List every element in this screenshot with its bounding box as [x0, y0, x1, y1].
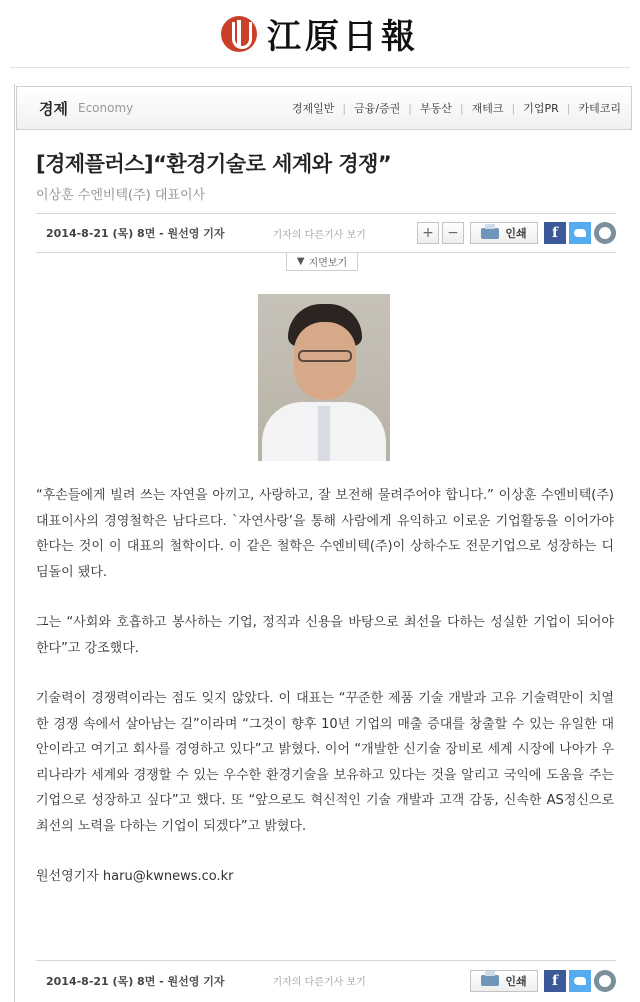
- byline-bar-bottom: [36, 960, 616, 1000]
- twitter-icon: [574, 977, 586, 985]
- article-subhead: 이상훈 수엔비텍(주) 대표이사: [36, 188, 206, 203]
- zoom-out-button[interactable]: −: [442, 222, 464, 244]
- me2day-share-button[interactable]: [594, 222, 616, 244]
- nav-separator: |: [408, 101, 413, 115]
- printer-icon: [481, 228, 499, 239]
- print-label: 인쇄: [505, 227, 527, 240]
- byline-bar-top: [36, 213, 616, 253]
- logo-icon[interactable]: [221, 16, 257, 52]
- print-button[interactable]: [470, 222, 538, 244]
- nav-separator: |: [342, 101, 347, 115]
- print-button[interactable]: [470, 970, 538, 992]
- facebook-icon: f: [551, 972, 559, 989]
- section-nav: [292, 100, 621, 116]
- print-label: 인쇄: [505, 974, 527, 988]
- other-articles-link[interactable]: 기자의 다른기사 보기: [272, 229, 366, 241]
- twitter-share-button[interactable]: [569, 970, 591, 992]
- article-paragraph: 기술력이 경쟁력이라는 점도 잊지 않았다. 이 대표는 “꾸준한 제품 기술 개발과 고유 기술력만이 치열한 경쟁 속에서 살아남는 길”이라며 “그것이 향후 10년 기업의 매출 증대를 창출할 수 있는 유일한 대안이라고 여기고 회사를 경영하고 있다”고 밝혔다. 이어 “개발한 신기술 장비로 세계 시장에 나아가 우리나라가 세계와 경쟁할 수 있는 우수한 환경기술을 보유하고 있다는 것을 알리고 국익에 도움을 주는 기업으로 성장하고 싶다”고 했다. 또 “앞으로도 혁신적인 기술 개발과 고객 감동, 신속한 AS정신으로 최선의 노력을 다하는 기업이 되겠다”고 밝혔다.: [36, 691, 614, 834]
- nav-category[interactable]: 카테코리: [578, 102, 621, 115]
- paper-view-tab[interactable]: [286, 253, 358, 271]
- facebook-share-button[interactable]: [544, 970, 566, 992]
- nav-company-pr[interactable]: 기업PR: [523, 102, 559, 115]
- me2day-icon: [599, 227, 611, 239]
- section-subtitle: Economy: [77, 101, 134, 115]
- section-title: 경제: [39, 99, 68, 118]
- other-articles-link[interactable]: 기자의 다른기사 보기: [272, 977, 366, 988]
- twitter-icon: [574, 229, 586, 237]
- byline-date: 2014-8-21 (목) 8면 - 원선영 기자: [46, 974, 225, 988]
- byline-date: 2014-8-21 (목) 8면 - 원선영 기자: [46, 227, 225, 240]
- nav-separator: |: [566, 101, 571, 115]
- nav-separator: |: [459, 101, 464, 115]
- article-headline: [경제플러스]“환경기술로 세계와 경쟁”: [36, 152, 392, 176]
- facebook-icon: f: [551, 225, 559, 241]
- article-paragraph: “후손들에게 빌려 쓰는 자연을 아끼고, 사랑하고, 잘 보전해 물려주어야 합니다.” 이상훈 수엔비텍(주) 대표이사의 경영철학은 남다르다. `자연사랑’을 통해 사람에게 유익하고 이로운 기업활동을 이어가야 한다는 것이 이 대표의 철학이다. 이 같은 철학은 수엔비텍(주)이 상하수도 전문기업으로 성장하는 디딤돌이 됐다.: [36, 488, 614, 580]
- article-tools: [467, 970, 616, 992]
- article-tools: [417, 222, 616, 244]
- me2day-icon: [599, 975, 611, 987]
- nav-separator: |: [511, 101, 516, 115]
- nav-economy-general[interactable]: 경제일반: [291, 102, 335, 115]
- zoom-in-button[interactable]: +: [417, 222, 439, 244]
- article-photo: [258, 294, 390, 461]
- nav-finance[interactable]: 금융/증권: [354, 102, 401, 115]
- article-body: [36, 483, 614, 890]
- facebook-share-button[interactable]: [544, 222, 566, 244]
- nav-investment[interactable]: 재테크: [471, 102, 504, 115]
- nav-real-estate[interactable]: 부동산: [420, 102, 452, 115]
- printer-icon: [481, 975, 499, 986]
- logo-text[interactable]: 江原日報: [267, 17, 419, 57]
- article-paragraph: 그는 “사회와 호흡하고 봉사하는 기업, 정직과 신용을 바탕으로 최선을 다하는 성실한 기업이 되어야 한다”고 강조했다.: [36, 615, 614, 656]
- triangle-down-icon: ▼: [296, 256, 305, 267]
- me2day-share-button[interactable]: [594, 970, 616, 992]
- paper-view-label: 지면보기: [308, 258, 348, 269]
- twitter-share-button[interactable]: [569, 222, 591, 244]
- masthead: [10, 0, 630, 68]
- reporter-signature: 원선영기자 haru@kwnews.co.kr: [36, 869, 234, 884]
- section-bar: [16, 86, 632, 130]
